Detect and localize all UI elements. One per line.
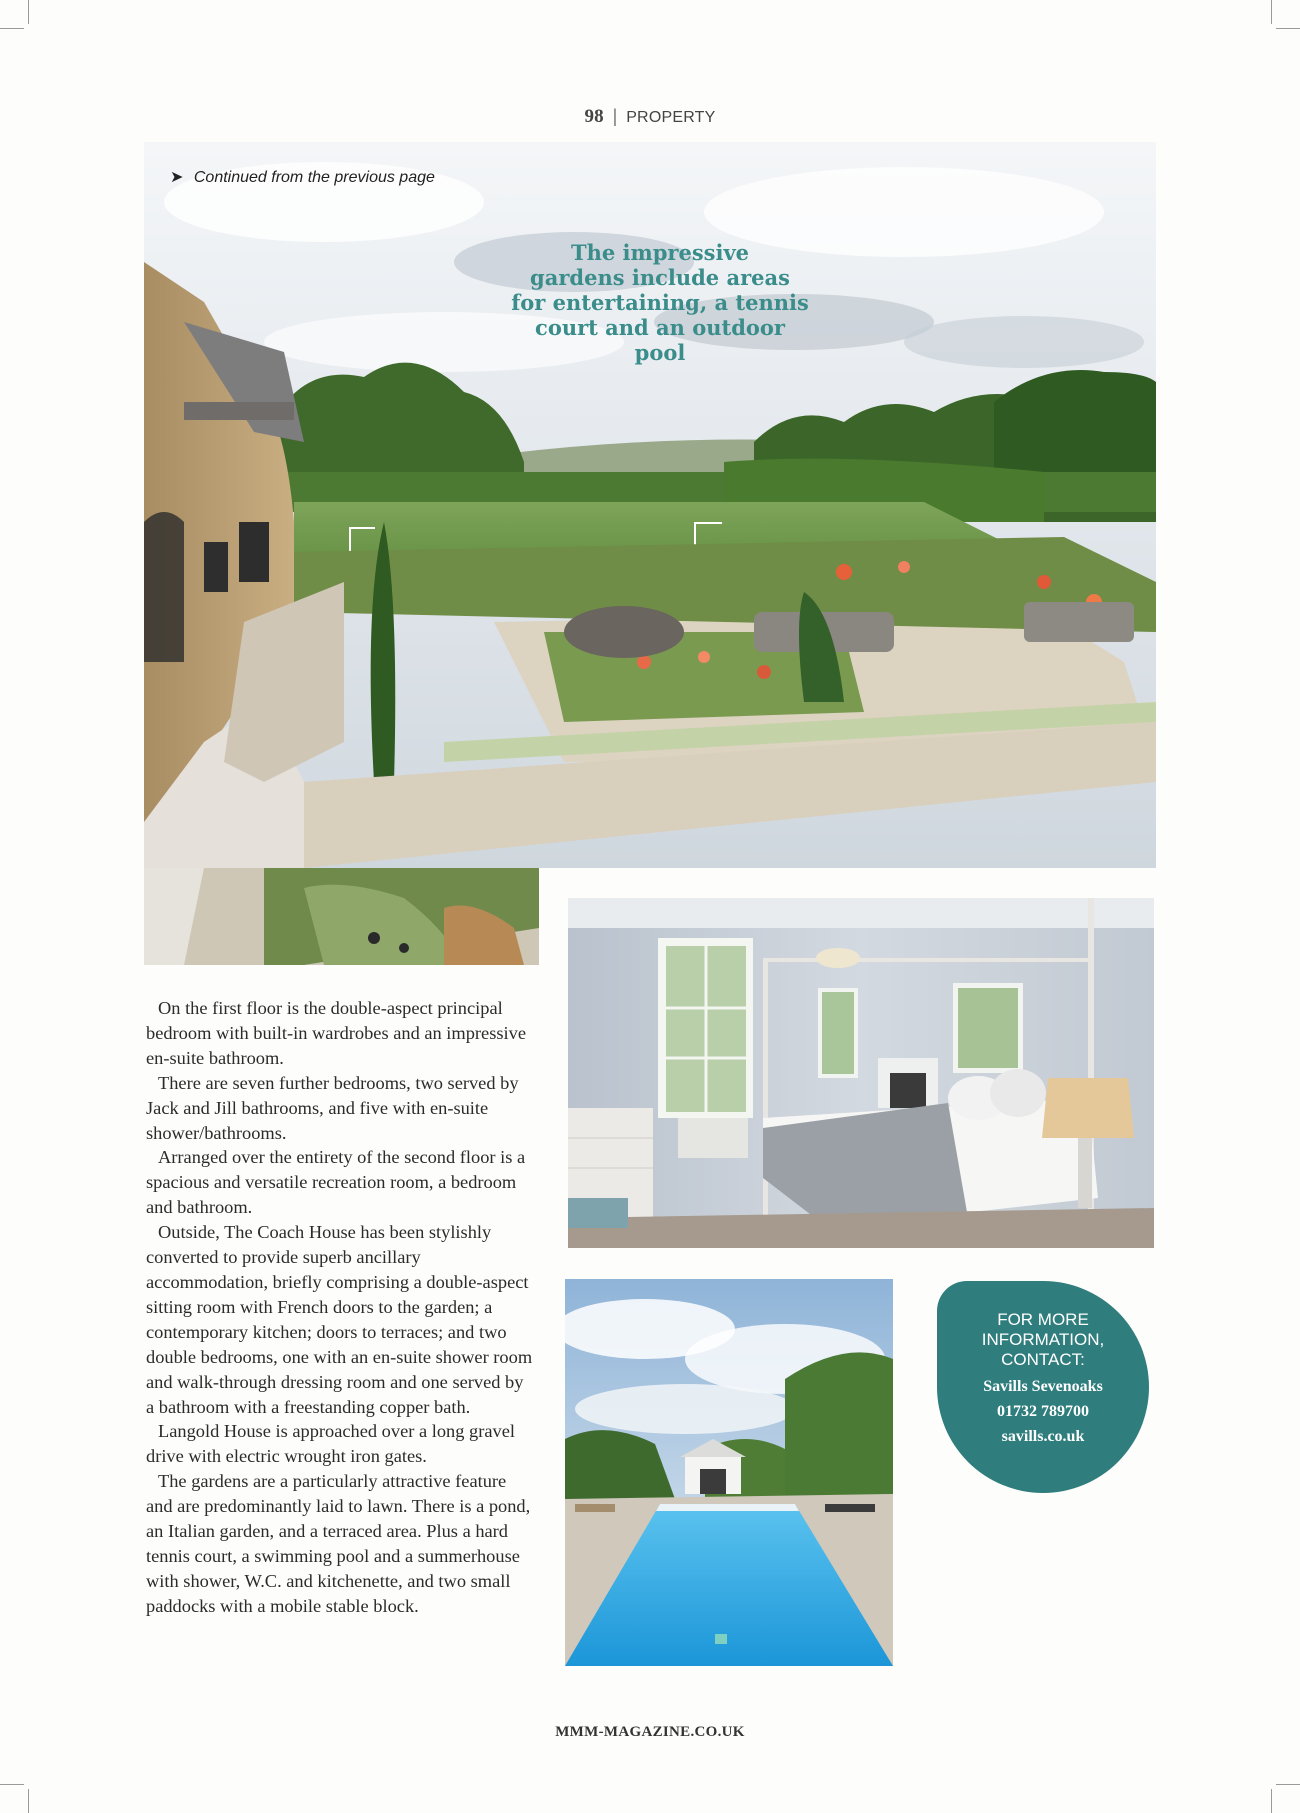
section-name: PROPERTY — [626, 109, 716, 126]
pool-photo — [565, 1279, 893, 1666]
caption-line: gardens include areas — [530, 265, 790, 290]
crop-mark — [1271, 0, 1272, 24]
crop-mark — [1276, 28, 1300, 29]
body-paragraph: The gardens are a particularly attractive feature and are predominantly laid to lawn. There is a pond, an Italian garden, and a terraced area. Plus a hard tennis court, a swimming pool and a summerhouse with shower, W.C. and kitchenette, and two small paddocks with a mobile stable block. — [146, 1471, 531, 1616]
bedroom-photo — [568, 898, 1154, 1248]
contact-agent: Savills Sevenoaks — [983, 1378, 1103, 1395]
continued-note — [170, 167, 435, 187]
garden-photo-bottom — [144, 868, 539, 965]
arrow-icon: ➤ — [170, 169, 184, 186]
contact-heading-line: FOR MORE — [997, 1310, 1089, 1329]
crop-mark — [28, 1789, 29, 1813]
crop-mark — [0, 28, 24, 29]
photo-caption — [510, 240, 810, 365]
contact-heading-line: CONTACT: — [1001, 1350, 1085, 1369]
continued-text: Continued from the previous page — [193, 169, 435, 186]
contact-phone: 01732 789700 — [997, 1403, 1089, 1420]
crop-mark — [1271, 1789, 1272, 1813]
caption-line: court and an outdoor pool — [535, 315, 785, 365]
contact-website[interactable]: savills.co.uk — [1001, 1428, 1085, 1445]
page-folio — [0, 106, 1300, 128]
crop-mark — [0, 1784, 24, 1785]
contact-heading-line: INFORMATION, — [981, 1330, 1105, 1349]
body-paragraph: Langold House is approached over a long gravel drive with electric wrought iron gates. — [146, 1421, 515, 1467]
crop-mark — [1276, 1784, 1300, 1785]
page-number: 98 — [584, 106, 604, 127]
crop-mark — [28, 0, 29, 24]
body-paragraph: There are seven further bedrooms, two served by Jack and Jill bathrooms, and five with en-suite shower/bathrooms. — [146, 1072, 519, 1143]
caption-line: for entertaining, a tennis — [511, 290, 809, 315]
folio-separator: | — [612, 106, 618, 126]
contact-badge — [937, 1281, 1149, 1493]
body-paragraph: On the first floor is the double-aspect principal bedroom with built-in wardrobes and an impressive en-suite bathroom. — [146, 998, 526, 1068]
body-paragraph: Arranged over the entirety of the second floor is a spacious and versatile recreation room, a bedroom and bathroom. — [146, 1147, 526, 1218]
article-body — [146, 996, 534, 1619]
magazine-website[interactable]: MMM-MAGAZINE.CO.UK — [555, 1724, 745, 1740]
caption-line: The impressive — [570, 240, 750, 265]
body-paragraph: Outside, The Coach House has been stylishly converted to provide superb ancillary accommodation, briefly comprising a double-aspect sitting room with French doors to the garden; a contemporary kitchen; doors to terraces; and two double bedrooms, one with an en-suite shower room and walk-through dressing room and one served by a bathroom with a freestanding copper bath. — [146, 1222, 533, 1417]
